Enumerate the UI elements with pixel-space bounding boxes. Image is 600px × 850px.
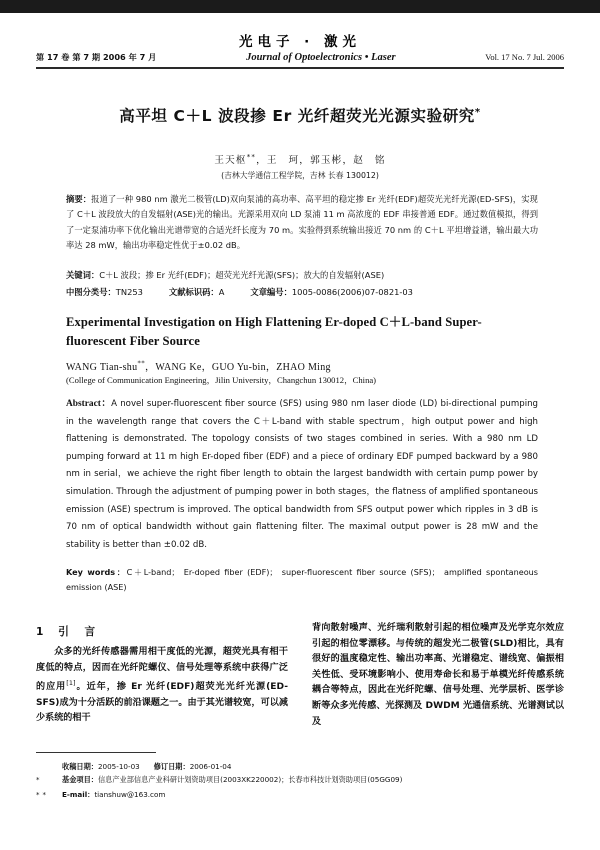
author-cn-first: 王天枢 <box>214 155 247 166</box>
received-value: 2005-10-03 <box>97 762 140 771</box>
title-cn-text: 高平坦 C＋L 波段掺 Er 光纤超荧光光源实验研究 <box>119 107 475 125</box>
classification-line <box>66 285 538 300</box>
keywords-en-label: Key words： <box>66 567 127 577</box>
body-left-text-2: 。近年，掺 Er 光纤(EDF)超荧光光纤光源(ED-SFS)成为十分活跃的前沿课题之一。由于其光谱较宽，可以减少系统的相干 <box>36 682 288 724</box>
authors-cn <box>0 152 600 166</box>
footnote-email-row <box>36 788 556 802</box>
keywords-cn-text: C＋L 波段；掺 Er 光纤(EDF)；超荧光光纤光源(SFS)；放大的自发辐射(ASE) <box>99 270 385 280</box>
page-title-cn <box>0 104 600 126</box>
body-left-text-1: 众多的光纤传感器需用相干度低的光源，超荧光具有相干度低的特点，因而在光纤陀螺仪、信号处理等系统中获得广泛的应用 <box>36 647 288 693</box>
abstract-cn-text: 报道了一种 980 nm 激光二极管(LD)双向泵浦的高功率、高平坦的稳定掺 Er 光纤(EDF)超荧光光纤光源(ED-SFS)，实现了 C＋L 波段放大的自发辐射(ASE)光的输出。光源采用双向 LD 泵浦 11 m 高浓度的 EDF 串接普通 EDF。通过数值模拟，得到了一定泵浦功率下优化输出光谱带宽的合适光纤长度为 70 m。实验得到系统输出接近 70 nm 的 C＋L 平坦增益谱，输出最大功率达 28 mW，输出功率稳定性优于±0.02 dB。 <box>66 194 538 251</box>
footnote-divider-rule <box>36 752 156 753</box>
volume-issue-en: Vol. 17 No. 7 Jul. 2006 <box>485 52 564 62</box>
abstract-en-text: A novel super-fluorescent fiber source (SFS) using 980 nm laser diode (LD) bi-directional pumping in the wavelength range that covers the C＋L-band with stable spectrum，high output power and high flattening is demonstrated. The topology consists of two stages combined in series. With a 980 nm LD pumping forward at 11 m high Er-doped fiber (EDF) and a piece of ordinary EDF pumped backward by a 980 nm in serial，we achieve the right fiber length to obtain the largest bandwidth with certain pump power by simulation. Through the adjustment of pumping power in both stages，the flatness of amplified spontaneous emission (ASE) spectrum is improved. The optical bandwidth from SFS output power which ripples in 3 dB is 70 nm of optical bandwidth without gain flattening filter. The maximal output power is 28 mW and the stability is better than ±0.02 dB. <box>66 399 538 550</box>
section-title: 引 言 <box>58 626 98 638</box>
section-heading <box>36 624 98 639</box>
journal-header-row <box>36 52 564 63</box>
article-id-group <box>250 285 413 300</box>
footnote-email-mark: ** <box>36 790 49 799</box>
page-title-en: Experimental Investigation on High Flattening Er-doped C＋L-band Super-fluorescent Fiber Source <box>66 315 482 348</box>
email-value: tianshuw@163.com <box>94 789 166 799</box>
keywords-cn-label: 关键词： <box>66 270 100 280</box>
journal-masthead <box>0 30 600 50</box>
revised-label: 修订日期： <box>153 762 190 771</box>
keywords-en-text: C＋L-band； Er-doped fiber (EDF)； super-fluorescent fiber source (SFS)； amplified spontaneous emission (ASE) <box>66 567 538 592</box>
title-footnote-star: * <box>474 106 481 118</box>
volume-issue-cn: 第 17 卷 第 7 期 2006 年 7 月 <box>36 52 157 62</box>
doc-code-group <box>169 285 224 300</box>
body-paragraph-right: 背向散射噪声、光纤瑞利散射引起的相位噪声及光学克尔效应引起的相位零漂移。与传统的超发光二极管(SLD)相比，具有很好的温度稳定性、输出功率高、光谱稳定、谱线宽、偏振相关性低、受环境影响小、使用寿命长和易于单模光纤传感系统耦合等特点，因此在光纤陀螺、信号处理、光学层析、医学诊断等众多光传感、光探测及 DWDM 光通信系统、光谱测试以及 <box>312 623 564 727</box>
journal-name-cn: 光电子 · 激光 <box>238 34 362 50</box>
abstract-cn-label: 摘要： <box>66 194 92 204</box>
body-paragraph-left <box>36 645 288 727</box>
fund-label: 基金项目： <box>62 775 98 785</box>
footnote-dates-row <box>36 760 556 773</box>
doc-code-value: A <box>218 287 225 297</box>
doc-code-label: 文献标识码： <box>168 287 219 297</box>
clc-label: 中图分类号： <box>66 287 116 297</box>
abstract-cn <box>66 192 538 254</box>
footnote-fund-mark: * <box>36 776 43 785</box>
article-id-label: 文章编号： <box>250 287 292 297</box>
authors-cn-rest: ，王 珂，郭玉彬，赵 铭 <box>256 155 386 166</box>
abstract-en <box>66 396 538 554</box>
section-number: 1 <box>36 626 46 638</box>
abstract-en-label: Abstract： <box>66 399 112 409</box>
fund-value: 信息产业部信息产业科研计划资助项目(2003XK220002)；长春市科技计划资助项目(05GG09) <box>97 775 403 785</box>
authors-en-rest: ，WANG Ke，GUO Yu-bin，ZHAO Ming <box>145 362 331 373</box>
footnote-fund-text <box>62 773 402 786</box>
page-top-black-bar <box>0 0 600 13</box>
body-column-right <box>312 621 564 730</box>
affiliation-en: (College of Communication Engineering，Jilin University，Changchun 130012，China) <box>66 375 377 385</box>
footnote-fund-row <box>36 773 556 787</box>
authors-en <box>66 358 536 373</box>
author-cn-footnote-mark: ** <box>246 152 257 161</box>
footnote-block <box>36 760 556 802</box>
received-label: 收稿日期： <box>62 762 98 771</box>
footnote-dates-text <box>62 760 231 773</box>
clc-group <box>66 285 143 300</box>
header-divider-rule <box>36 67 564 69</box>
journal-name-en: Journal of Optoelectronics • Laser <box>246 52 396 63</box>
article-id-value: 1005-0086(2006)07-0821-03 <box>291 287 413 297</box>
author-en-footnote-mark: ** <box>137 359 146 368</box>
revised-value: 2006-01-04 <box>189 762 232 771</box>
author-en-first: WANG Tian-shu <box>66 362 138 373</box>
clc-value: TN253 <box>115 287 143 297</box>
keywords-en <box>66 565 538 594</box>
affiliation-cn: (吉林大学通信工程学院，吉林 长春 130012) <box>221 171 379 180</box>
keywords-cn <box>66 268 538 283</box>
citation-ref-1: [1] <box>66 679 76 688</box>
footnote-email-text <box>62 788 165 801</box>
body-column-left <box>36 645 288 727</box>
email-label: E-mail： <box>62 789 95 799</box>
